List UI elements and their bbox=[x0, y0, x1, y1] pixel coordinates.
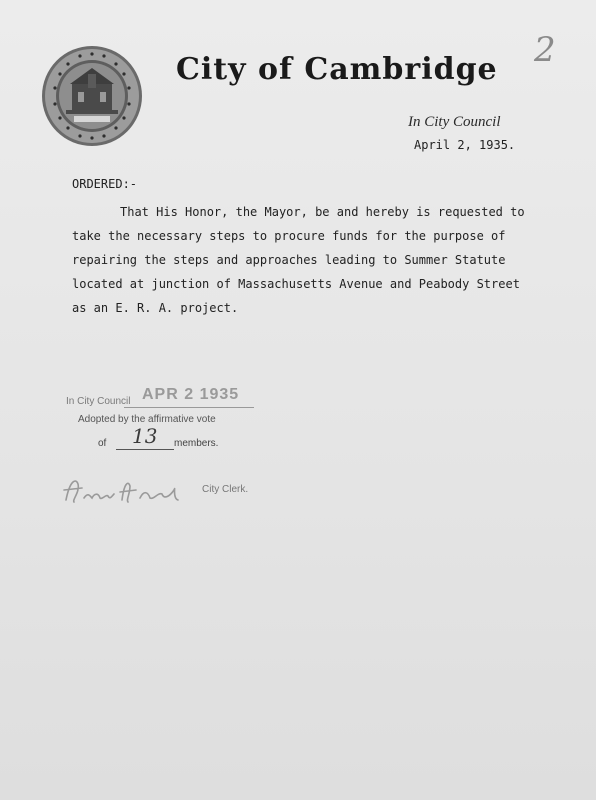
letterhead-title: City of Cambridge bbox=[176, 52, 498, 87]
city-seal-icon bbox=[40, 44, 144, 148]
order-line: take the necessary steps to procure funds for the purpose of bbox=[72, 229, 506, 243]
stamp-members-label: members. bbox=[174, 438, 219, 449]
page-number: 2 bbox=[534, 30, 556, 70]
order-line: repairing the steps and approaches leading to Summer Statute bbox=[72, 253, 506, 267]
order-line: That His Honor, the Mayor, be and hereby is requested to bbox=[120, 205, 525, 219]
order-date: April 2, 1935. bbox=[414, 138, 516, 152]
clerk-signature bbox=[60, 470, 200, 510]
clerk-title: City Clerk. bbox=[202, 484, 249, 495]
stamp-in-council: In City Council bbox=[66, 396, 131, 407]
stamp-adopted-text: Adopted by the affirmative vote bbox=[78, 414, 216, 425]
order-body bbox=[72, 200, 542, 320]
order-line: located at junction of Massachusetts Avenue and Peabody Street bbox=[72, 277, 520, 291]
council-heading: In City Council bbox=[408, 114, 501, 130]
ordered-heading: ORDERED:- bbox=[72, 177, 138, 191]
vote-count-underline bbox=[116, 449, 174, 450]
vote-count: 13 bbox=[132, 424, 158, 448]
stamp-date: APR 2 1935 bbox=[142, 386, 240, 403]
order-line: as an E. R. A. project. bbox=[72, 301, 239, 315]
stamp-divider bbox=[124, 407, 254, 408]
stamp-of-label: of bbox=[98, 438, 107, 449]
